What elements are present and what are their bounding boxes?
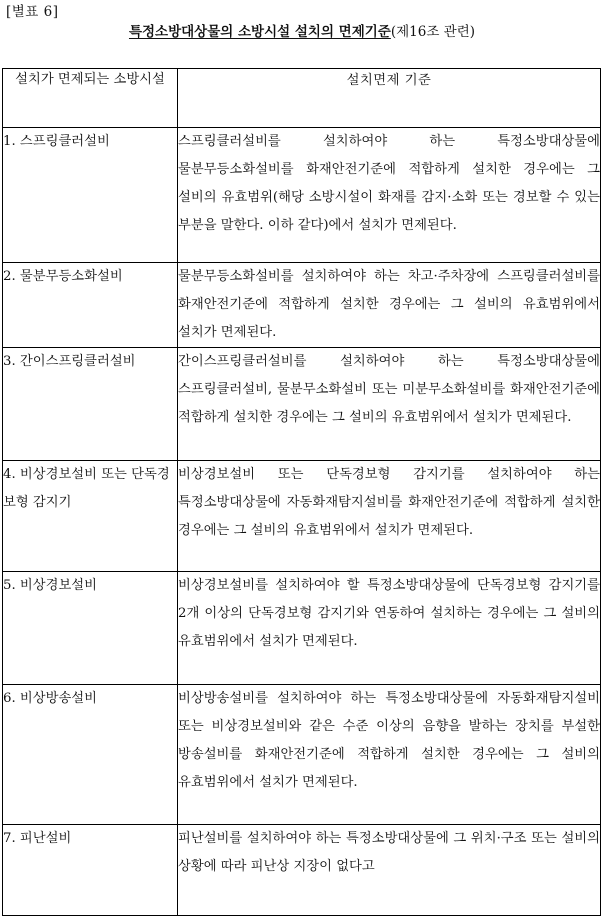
facility-cell: 2. 물분무등소화설비 [3,263,178,348]
criteria-cell: 피난설비를 설치하여야 하는 특정소방대상물에 그 위치·구조 또는 설비의 상황에 따라 피난상 지장이 없다고 [178,825,601,916]
header-criteria: 설치면제 기준 [178,69,601,128]
criteria-cell: 물분무등소화설비를 설치하여야 하는 차고·주차장에 스프링클러설비를 화재안전기준에 적합하게 설치한 경우에는 그 설비의 유효범위에서 설치가 면제된다. [178,263,601,348]
criteria-cell: 간이스프링클러설비를 설치하여야 하는 특정소방대상물에 스프링클러설비, 물분무소화설비 또는 미분무소화설비를 화재안전기준에 적합하게 설치한 경우에는 그 설비의 유효범위에서 설치가 면제된다. [178,348,601,461]
title-reference: (제16조 관련) [390,24,476,40]
facility-cell: 4. 비상경보설비 또는 단독경보형 감지기 [3,461,178,572]
header-facility: 설치가 면제되는 소방시설 [3,69,178,128]
table-row [3,825,601,916]
annex-label: [별표 6] [6,4,59,20]
table-row [3,263,601,348]
criteria-cell: 비상경보설비 또는 단독경보형 감지기를 설치하여야 하는 특정소방대상물에 자동화재탐지설비를 화재안전기준에 적합하게 설치한 경우에는 그 설비의 유효범위에서 설치가 면제된다. [178,461,601,572]
title-main: 특정소방대상물의 소방시설 설치의 면제기준 [128,24,391,40]
table-row [3,685,601,825]
criteria-cell: 비상방송설비를 설치하여야 하는 특정소방대상물에 자동화재탐지설비 또는 비상경보설비와 같은 수준 이상의 음향을 발하는 장치를 부설한 방송설비를 화재안전기준에 적합하게 설치한 경우에는 그 설비의 유효범위에서 설치가 면제된다. [178,685,601,825]
document-title [0,20,604,40]
table-row [3,128,601,263]
table-row [3,461,601,572]
facility-cell: 3. 간이스프링클러설비 [3,348,178,461]
facility-cell: 1. 스프링클러설비 [3,128,178,263]
table-header-row [3,69,601,128]
criteria-cell: 비상경보설비를 설치하여야 할 특정소방대상물에 단독경보형 감지기를 2개 이상의 단독경보형 감지기와 연동하여 설치하는 경우에는 그 설비의 유효범위에서 설치가 면제된다. [178,572,601,685]
facility-cell: 6. 비상방송설비 [3,685,178,825]
facility-cell: 5. 비상경보설비 [3,572,178,685]
table-row [3,348,601,461]
criteria-cell: 스프링클러설비를 설치하여야 하는 특정소방대상물에 물분무등소화설비를 화재안전기준에 적합하게 설치한 경우에는 그 설비의 유효범위(해당 소방시설이 화재를 감지·소화 또는 경보할 수 있는 부분을 말한다. 이하 같다)에서 설치가 면제된다. [178,128,601,263]
facility-cell: 7. 피난설비 [3,825,178,916]
table-row [3,572,601,685]
exemption-criteria-table [2,68,601,916]
